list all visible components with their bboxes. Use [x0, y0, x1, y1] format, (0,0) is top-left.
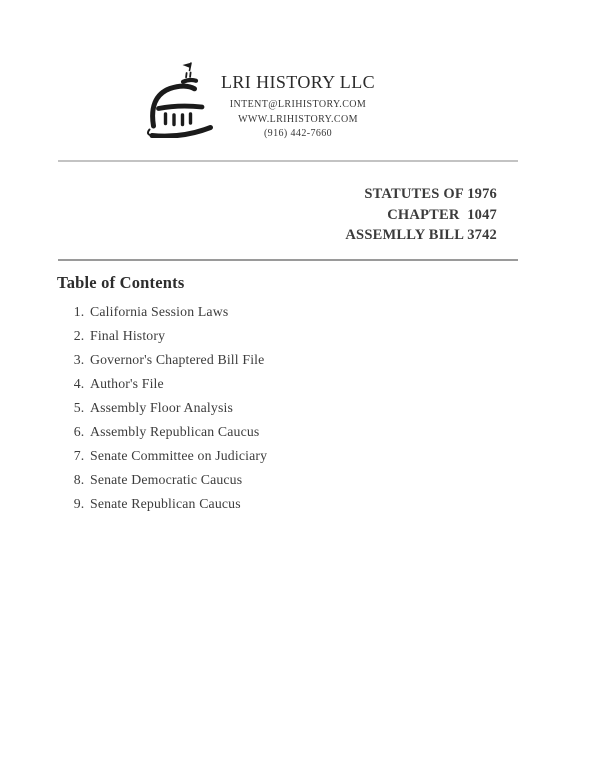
toc-item: 4. Author's File — [88, 377, 267, 392]
letterhead — [198, 73, 398, 142]
divider-top — [58, 160, 518, 162]
toc-item: 8. Senate Democratic Caucus — [88, 473, 267, 488]
divider-bottom — [58, 259, 518, 261]
bill-reference-block — [58, 184, 497, 246]
website-text: WWW.LRIHISTORY.COM — [238, 113, 358, 125]
company-name: LRI HISTORY LLC — [220, 72, 375, 92]
toc-item: 7. Senate Committee on Judiciary — [88, 449, 267, 464]
toc-title: Table of Contents — [57, 273, 185, 292]
email-text: INTENT@LRIHISTORY.COM — [229, 99, 367, 110]
toc-item: 3. Governor's Chaptered Bill File — [88, 353, 267, 368]
toc-item: 2. Final History — [88, 329, 267, 344]
toc-item: 5. Assembly Floor Analysis — [88, 401, 267, 416]
statutes-line: STATUTES OF 1976 — [364, 186, 497, 202]
toc-list — [57, 305, 267, 521]
assembly-bill-line: ASSEMLLY BILL 3742 — [345, 227, 497, 243]
toc-item: 6. Assembly Republican Caucus — [88, 425, 267, 440]
chapter-line: CHAPTER 1047 — [387, 206, 497, 223]
toc-item: 9. Senate Republican Caucus — [88, 497, 267, 512]
toc-item: 1. California Session Laws — [88, 305, 267, 320]
phone-text: (916) 442-7660 — [263, 128, 333, 139]
